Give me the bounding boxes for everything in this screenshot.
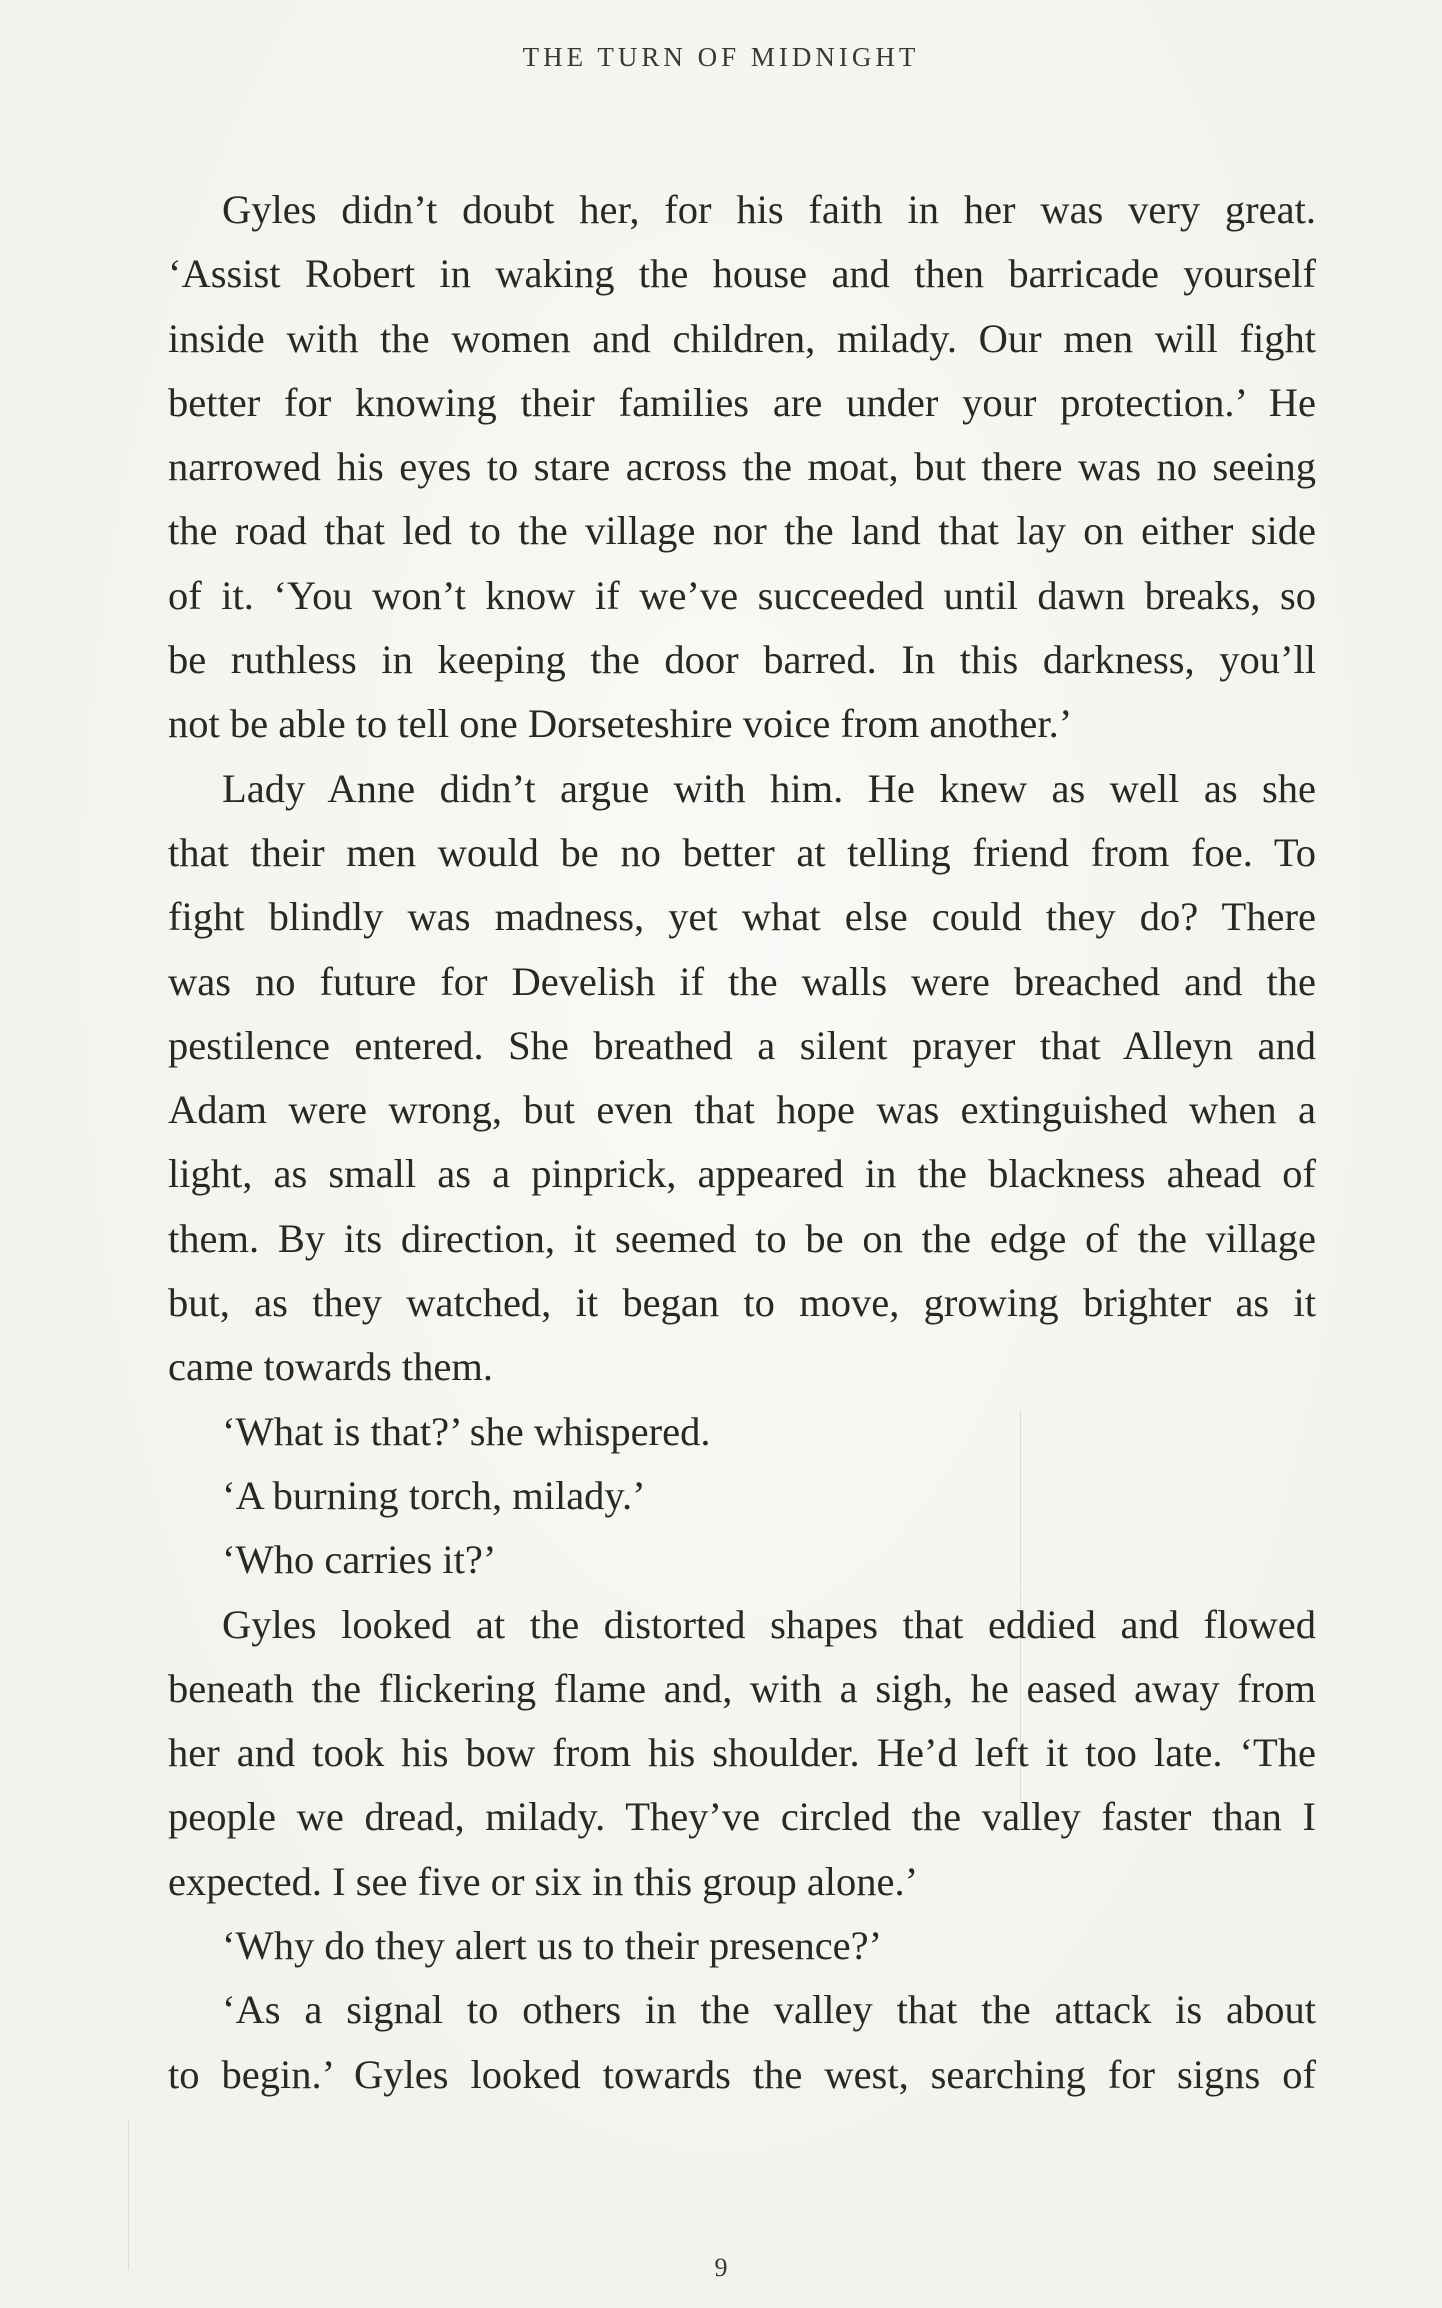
- text-line: better for knowing their families are under your protection.’ He: [168, 379, 1316, 425]
- text-line: light, as small as a pinprick, appeared in the blackness ahead of: [168, 1151, 1316, 1197]
- text-line: not be able to tell one Dorseteshire voice from another.’: [168, 701, 1073, 747]
- text-line: people we dread, milady. They’ve circled the valley faster than I: [168, 1794, 1316, 1840]
- text-line: that their men would be no better at telling friend from foe. To: [168, 829, 1316, 875]
- text-line: narrowed his eyes to stare across the moat, but there was no seeing: [168, 444, 1316, 490]
- text-line: them. By its direction, it seemed to be on the edge of the village: [168, 1215, 1316, 1261]
- text-line: her and took his bow from his shoulder. He’d left it too late. ‘The: [168, 1730, 1316, 1776]
- text-line: ‘Assist Robert in waking the house and then barricade yourself: [168, 251, 1316, 297]
- scan-artifact: [128, 2120, 129, 2270]
- text-line: pestilence entered. She breathed a silent prayer that Alleyn and: [168, 1022, 1316, 1068]
- running-head: THE TURN OF MIDNIGHT: [522, 42, 920, 72]
- text-line: but, as they watched, it began to move, growing brighter as it: [168, 1280, 1316, 1326]
- text-line: came towards them.: [168, 1344, 494, 1390]
- text-line: Adam were wrong, but even that hope was extinguished when a: [168, 1087, 1316, 1133]
- body-text: [168, 178, 1316, 2107]
- text-line: ‘Why do they alert us to their presence?’: [222, 1923, 883, 1969]
- text-line: ‘Who carries it?’: [222, 1537, 497, 1583]
- text-line: ‘As a signal to others in the valley that the attack is about: [222, 1987, 1316, 2033]
- text-line: to begin.’ Gyles looked towards the west, searching for signs of: [168, 2051, 1316, 2097]
- text-line: Gyles looked at the distorted shapes that eddied and flowed: [222, 1601, 1316, 1647]
- text-line: ‘What is that?’ she whispered.: [222, 1408, 711, 1454]
- text-line: inside with the women and children, milady. Our men will fight: [168, 315, 1316, 361]
- text-line: Gyles didn’t doubt her, for his faith in her was very great.: [222, 187, 1316, 232]
- text-line: of it. ‘You won’t know if we’ve succeeded until dawn breaks, so: [168, 572, 1316, 618]
- page-number: 9: [714, 2253, 728, 2282]
- text-line: fight blindly was madness, yet what else could they do? There: [168, 894, 1316, 940]
- text-line: was no future for Develish if the walls were breached and the: [168, 958, 1316, 1004]
- text-line: ‘A burning torch, milady.’: [222, 1472, 646, 1518]
- text-line: the road that led to the village nor the land that lay on either side: [168, 508, 1316, 554]
- text-line: expected. I see five or six in this group alone.’: [168, 1858, 919, 1904]
- text-line: beneath the flickering flame and, with a sigh, he eased away from: [168, 1665, 1316, 1711]
- text-line: Lady Anne didn’t argue with him. He knew as well as she: [222, 765, 1316, 811]
- text-line: be ruthless in keeping the door barred. In this darkness, you’ll: [168, 637, 1316, 683]
